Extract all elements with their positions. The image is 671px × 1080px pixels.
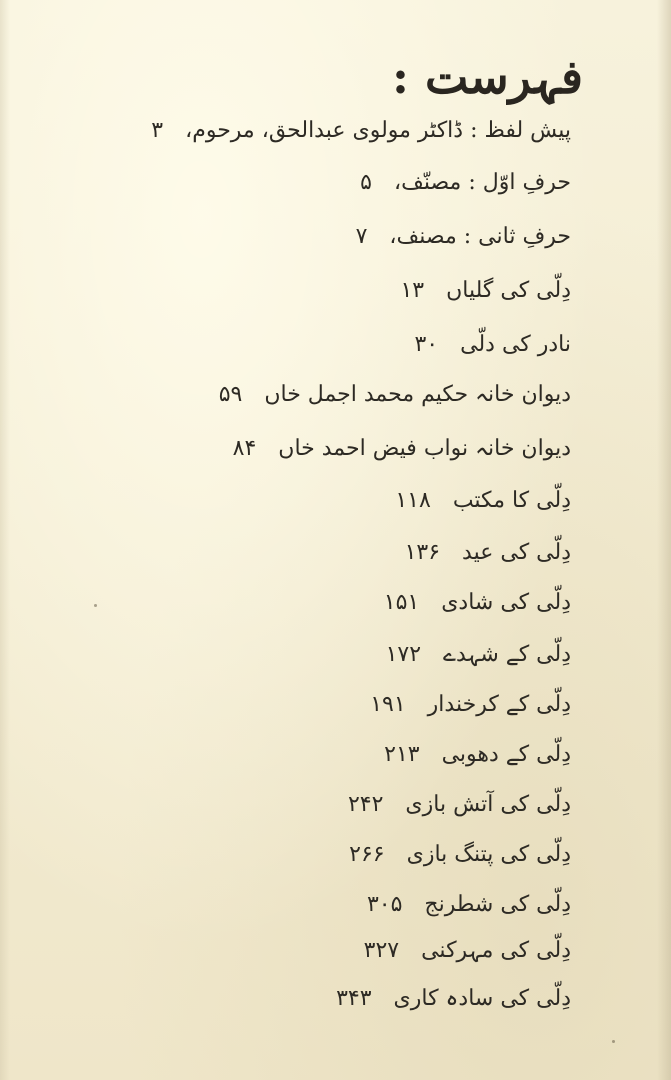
toc-entry-title: حرفِ ثانی : مصنف، <box>389 224 571 249</box>
toc-entry-title: دِلّی کی پتنگ بازی <box>406 842 571 867</box>
toc-entry-page: ۳ <box>151 118 164 143</box>
contents-heading: فہرست : <box>391 50 583 104</box>
toc-entry-title: دِلّی کے شہدے <box>443 642 571 667</box>
toc-entry <box>151 116 571 146</box>
toc-entry <box>386 640 571 670</box>
toc-entry-title: دیوان خانہ نواب فیض احمد خاں <box>278 436 571 461</box>
paper-speck <box>94 604 97 607</box>
toc-entry <box>367 890 571 920</box>
toc-entry-title: دِلّی کی شادی <box>441 590 571 615</box>
toc-entry-title: دِلّی کی آتش بازی <box>405 792 571 817</box>
toc-entry-page: ۱۹۱ <box>370 692 406 717</box>
toc-entry <box>349 840 571 870</box>
toc-entry <box>360 168 571 198</box>
toc-entry-title: دِلّی کے کرخندار <box>427 692 571 717</box>
toc-entry-page: ۱۷۲ <box>385 642 422 667</box>
toc-entry <box>395 486 571 516</box>
toc-entry-title: دِلّی کی سادہ کاری <box>393 986 571 1011</box>
toc-entry <box>370 690 571 720</box>
toc-entry-page: ۷ <box>355 224 368 249</box>
toc-entry-title: دیوان خانہ حکیم محمد اجمل خاں <box>264 382 571 407</box>
toc-entry-title: پیش لفظ : ڈاکٹر مولوی عبدالحق، مرحوم، <box>185 118 571 143</box>
toc-entry-title: دِلّی کی شطرنج <box>424 892 571 917</box>
toc-entry <box>364 936 571 966</box>
toc-entry-page: ۱۵۱ <box>383 590 420 615</box>
toc-entry-page: ۱۱۸ <box>395 488 431 513</box>
toc-entry <box>384 588 571 618</box>
toc-entry <box>405 538 571 568</box>
toc-entry-page: ۲۶۶ <box>349 842 385 867</box>
paper-speck <box>612 1040 615 1043</box>
toc-entry-page: ۳۰ <box>414 332 439 357</box>
toc-entry-title: دِلّی کی گلیاں <box>446 278 571 303</box>
toc-entry-title: دِلّی کا مکتب <box>452 488 571 513</box>
toc-entry-page: ۵۹ <box>218 382 243 407</box>
toc-entry-page: ۸۴ <box>232 436 257 461</box>
toc-entry-page: ۳۲۷ <box>363 938 400 963</box>
toc-entry-page: ۲۴۲ <box>347 792 384 817</box>
toc-entry-page: ۳۴۳ <box>336 986 372 1011</box>
toc-entry-title: دِلّی کی مہرکنی <box>421 938 571 963</box>
toc-entry <box>384 740 571 770</box>
toc-entry <box>219 380 571 410</box>
toc-entry-page: ۳۰۵ <box>366 892 403 917</box>
toc-entry <box>400 276 571 306</box>
toc-entry-page: ۱۳ <box>400 278 425 303</box>
toc-entry-page: ۲۱۳ <box>384 742 420 767</box>
toc-entry-title: دِلّی کی عید <box>462 540 571 565</box>
toc-entry <box>348 790 571 820</box>
toc-entry <box>233 434 571 464</box>
toc-entry <box>336 984 571 1014</box>
toc-entry-page: ۱۳۶ <box>404 540 441 565</box>
toc-entry-title: حرفِ اوّل : مصنّف، <box>393 170 571 195</box>
toc-entry-title: دِلّی کے دھوبی <box>441 742 571 767</box>
toc-entry-title: نادر کی دلّی <box>460 332 571 357</box>
toc-entry-page: ۵ <box>360 170 372 195</box>
toc-entry <box>356 222 571 252</box>
toc-entry <box>414 330 571 360</box>
